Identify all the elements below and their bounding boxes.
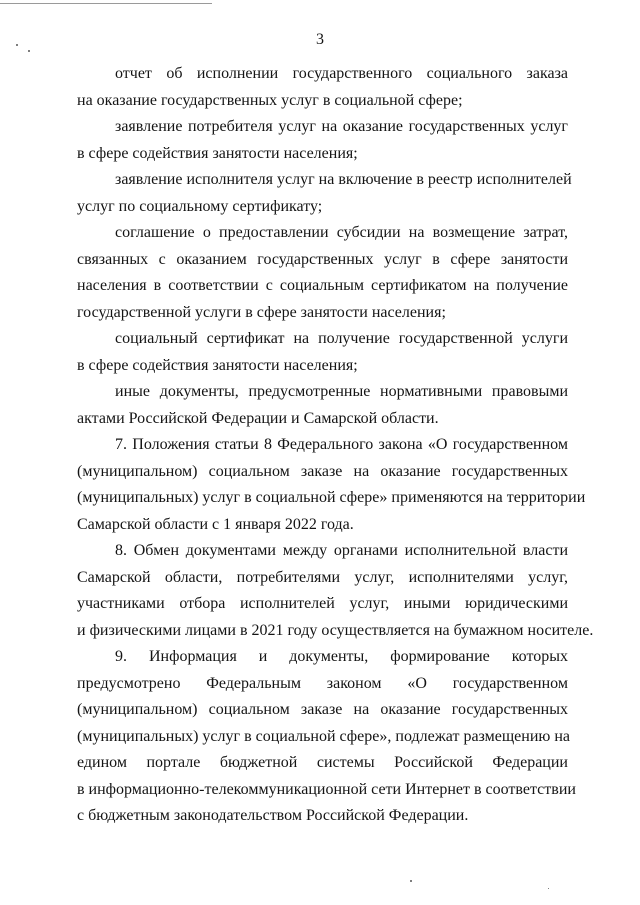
page-number: 3 — [316, 31, 324, 48]
text-line: соглашение о предоставлении субсидии на возмещение затрат, — [115, 224, 568, 241]
text-line: заявление исполнителя услуг на включение в реестр исполнителей — [115, 171, 572, 188]
text-line: (муниципальном) социальном заказе на оказание государственных — [77, 701, 568, 718]
text-line: в сфере содействия занятости населения; — [77, 144, 358, 162]
text-line: едином портале бюджетной системы Российской Федерации — [77, 754, 568, 771]
text-line: услуг по социальному сертификату; — [77, 197, 323, 215]
text-line: в информационно-телекоммуникационной сети Интернет в соответствии — [77, 780, 576, 798]
text-line: социальный сертификат на получение государственной услуги — [115, 330, 568, 347]
paragraph — [77, 326, 568, 379]
text-line: предусмотрено Федеральным законом «О государственном — [77, 674, 568, 692]
text-line: актами Российской Федерации и Самарской области. — [77, 409, 439, 427]
paragraph — [77, 538, 594, 644]
scan-edge-line — [0, 3, 212, 4]
paragraph — [77, 220, 568, 326]
text-line: 9. Информация и документы, формирование которых — [115, 648, 568, 665]
text-line: Самарской области с 1 января 2022 года. — [77, 515, 354, 533]
text-line: (муниципальных) услуг в социальной сфере» применяются на территории — [77, 489, 586, 506]
text-line: государственной услуги в сфере занятости населения; — [77, 303, 446, 321]
text-line: (муниципальном) социальном заказе на оказание государственных — [77, 462, 568, 480]
paragraph — [77, 114, 568, 167]
paragraph — [77, 432, 586, 538]
paragraph — [77, 644, 576, 830]
text-line: 7. Положения статьи 8 Федерального закона «О государственном — [115, 436, 568, 453]
text-line: и физическими лицами в 2021 году осуществляется на бумажном носителе. — [77, 621, 594, 639]
text-line: иные документы, предусмотренные нормативными правовыми — [115, 383, 568, 400]
text-line: участниками отбора исполнителей услуг, иными юридическими — [77, 595, 568, 612]
text-line: населения в соответствии с социальным сертификатом на получение — [77, 277, 568, 294]
document-body — [77, 61, 594, 830]
scan-speck — [410, 880, 412, 882]
text-line: с бюджетным законодательством Российской Федерации. — [77, 807, 469, 824]
scan-speck — [28, 50, 30, 52]
text-line: в сфере содействия занятости населения; — [77, 356, 358, 374]
paragraph — [77, 61, 568, 114]
text-line: на оказание государственных услуг в социальной сфере; — [77, 91, 463, 109]
text-line: связанных с оказанием государственных услуг в сфере занятости — [77, 250, 568, 268]
scan-speck — [548, 888, 549, 889]
paragraph — [77, 167, 572, 220]
text-line: Самарской области, потребителями услуг, исполнителями услуг, — [77, 568, 568, 586]
text-line: заявление потребителя услуг на оказание государственных услуг — [115, 118, 568, 135]
text-line: (муниципальных) услуг в социальной сфере», подлежат размещению на — [77, 727, 571, 745]
text-line: 8. Обмен документами между органами исполнительной власти — [115, 542, 568, 559]
paragraph — [77, 379, 568, 432]
text-line: отчет об исполнении государственного социального заказа — [115, 65, 568, 82]
